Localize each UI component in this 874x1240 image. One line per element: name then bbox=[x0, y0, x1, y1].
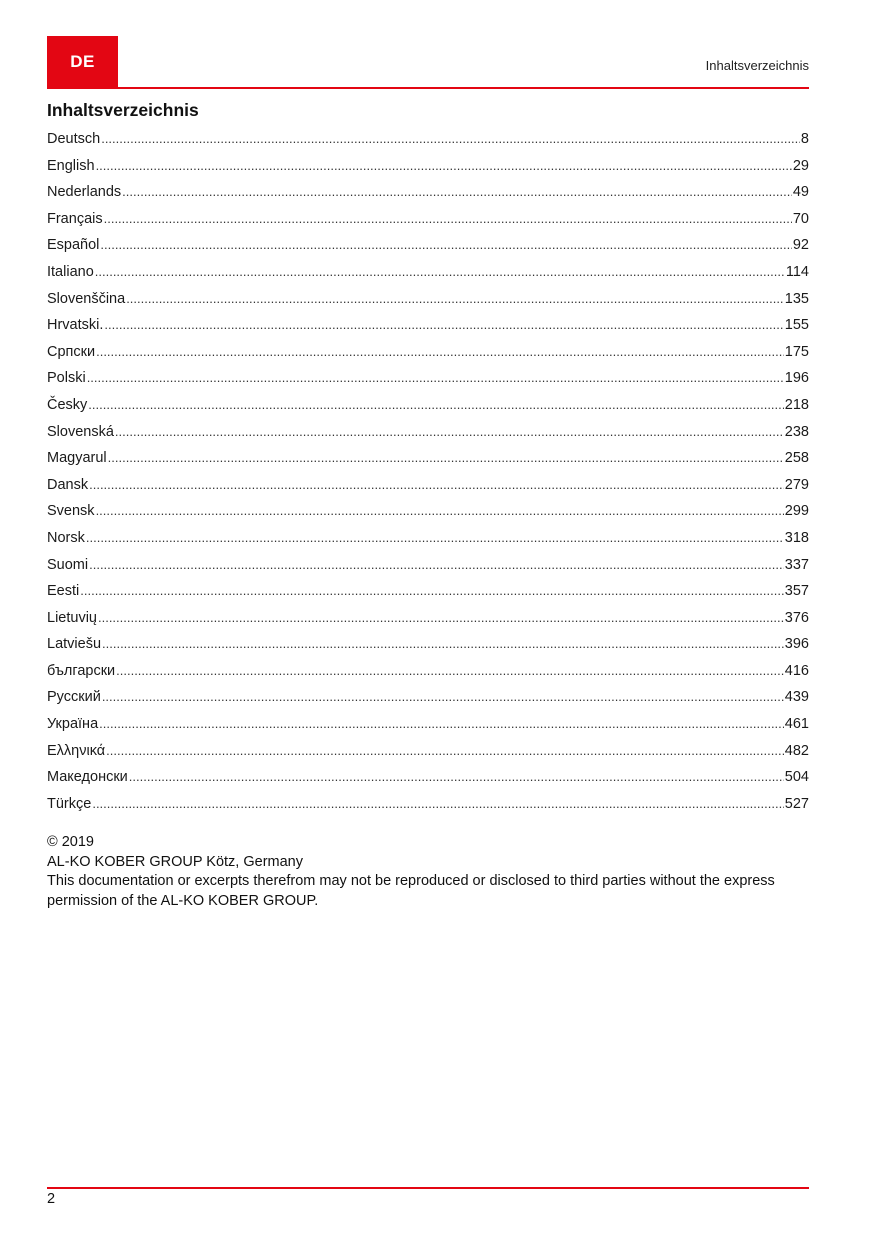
reproduction-notice: This documentation or excerpts therefrom may not be reproduced or disclosed to third parties without the express permission of the AL-KO KOBER GROUP. bbox=[47, 873, 775, 909]
toc-entry[interactable] bbox=[47, 578, 809, 605]
toc-entry-label: Српски bbox=[47, 343, 96, 360]
toc-entry[interactable] bbox=[47, 419, 809, 446]
toc-dot-leader bbox=[80, 578, 784, 605]
toc-entry[interactable] bbox=[47, 738, 809, 765]
toc-entry-label: Nederlands bbox=[47, 184, 122, 201]
toc-entry-label: English bbox=[47, 157, 95, 174]
toc-entry-page: 482 bbox=[784, 742, 809, 759]
toc-dot-leader bbox=[116, 658, 784, 685]
toc-entry[interactable] bbox=[47, 552, 809, 579]
toc-entry[interactable] bbox=[47, 312, 809, 339]
toc-entry[interactable] bbox=[47, 126, 809, 153]
toc-dot-leader bbox=[89, 472, 784, 499]
toc-entry-page: 527 bbox=[784, 795, 809, 812]
toc-entry-label: Dansk bbox=[47, 476, 89, 493]
toc-entry-page: 70 bbox=[792, 210, 809, 227]
toc-entry-page: 396 bbox=[784, 636, 809, 653]
toc-entry-page: 114 bbox=[785, 263, 809, 280]
toc-dot-leader bbox=[98, 605, 784, 632]
toc-entry[interactable] bbox=[47, 286, 809, 313]
toc-dot-leader bbox=[96, 498, 784, 525]
company-line: AL-KO KOBER GROUP Kötz, Germany bbox=[47, 853, 303, 870]
toc-entry-page: 238 bbox=[784, 423, 809, 440]
toc-entry[interactable] bbox=[47, 179, 809, 206]
toc-entry-label: Français bbox=[47, 210, 103, 227]
toc-entry-label: Norsk bbox=[47, 529, 85, 546]
toc-entry-label: Русский bbox=[47, 689, 101, 706]
language-code: DE bbox=[70, 51, 95, 71]
toc-dot-leader bbox=[102, 631, 784, 658]
toc-entry-page: 29 bbox=[792, 157, 809, 174]
toc-entry-label: Lietuvių bbox=[47, 609, 97, 626]
toc-entry-label: Ελληνικά bbox=[47, 742, 106, 759]
toc-entry-page: 92 bbox=[792, 237, 809, 254]
toc-dot-leader bbox=[96, 153, 792, 180]
toc-entry-page: 279 bbox=[784, 476, 809, 493]
toc-entry-label: Magyarul bbox=[47, 450, 107, 467]
toc-dot-leader bbox=[102, 684, 784, 711]
language-tab bbox=[47, 36, 118, 87]
toc-entry-label: Slovenščina bbox=[47, 290, 126, 307]
toc-entry[interactable] bbox=[47, 232, 809, 259]
toc-entry-page: 155 bbox=[784, 317, 809, 334]
toc-dot-leader bbox=[92, 791, 783, 818]
toc-dot-leader bbox=[115, 419, 784, 446]
toc-entry[interactable] bbox=[47, 259, 809, 286]
toc-entry-label: Україна bbox=[47, 716, 99, 733]
toc-dot-leader bbox=[106, 738, 784, 765]
toc-entry-page: 439 bbox=[784, 689, 809, 706]
toc-dot-leader bbox=[87, 365, 784, 392]
toc-entry[interactable] bbox=[47, 153, 809, 180]
toc-entry-page: 318 bbox=[784, 529, 809, 546]
toc-dot-leader bbox=[99, 711, 784, 738]
toc-entry[interactable] bbox=[47, 658, 809, 685]
toc-dot-leader bbox=[104, 312, 783, 339]
toc-dot-leader bbox=[100, 232, 791, 259]
toc-entry-label: Slovenská bbox=[47, 423, 114, 440]
toc-entry[interactable] bbox=[47, 525, 809, 552]
toc-entry-label: Türkçe bbox=[47, 795, 92, 812]
table-of-contents bbox=[47, 126, 809, 817]
toc-entry-page: 8 bbox=[800, 131, 809, 147]
toc-entry-page: 357 bbox=[784, 583, 809, 600]
toc-entry-label: Македонски bbox=[47, 769, 128, 786]
toc-entry[interactable] bbox=[47, 206, 809, 233]
toc-entry-page: 218 bbox=[784, 396, 809, 413]
legal-notice bbox=[47, 833, 809, 911]
toc-entry-label: Eesti bbox=[47, 583, 80, 600]
toc-dot-leader bbox=[95, 259, 785, 286]
toc-entry[interactable] bbox=[47, 498, 809, 525]
toc-entry-page: 49 bbox=[792, 184, 809, 201]
toc-heading: Inhaltsverzeichnis bbox=[47, 100, 199, 120]
toc-entry-page: 461 bbox=[784, 716, 809, 733]
toc-entry[interactable] bbox=[47, 791, 809, 818]
toc-entry-label: Deutsch bbox=[47, 131, 101, 147]
copyright-line: © 2019 bbox=[47, 834, 94, 850]
toc-entry[interactable] bbox=[47, 711, 809, 738]
page-number: 2 bbox=[47, 1191, 56, 1207]
toc-entry[interactable] bbox=[47, 365, 809, 392]
toc-dot-leader bbox=[101, 126, 800, 153]
toc-entry-page: 337 bbox=[784, 556, 809, 573]
toc-entry[interactable] bbox=[47, 764, 809, 791]
toc-dot-leader bbox=[86, 525, 784, 552]
toc-entry-page: 135 bbox=[784, 290, 809, 307]
toc-entry[interactable] bbox=[47, 339, 809, 366]
toc-dot-leader bbox=[108, 445, 784, 472]
toc-entry-label: Svensk bbox=[47, 503, 95, 520]
toc-entry-page: 258 bbox=[784, 450, 809, 467]
toc-entry-label: Česky bbox=[47, 396, 88, 413]
footer-divider bbox=[47, 1187, 809, 1189]
toc-entry-label: Suomi bbox=[47, 556, 89, 573]
toc-dot-leader bbox=[126, 286, 784, 313]
toc-entry-label: български bbox=[47, 662, 116, 679]
toc-entry-page: 376 bbox=[784, 609, 809, 626]
toc-dot-leader bbox=[129, 764, 784, 791]
toc-entry[interactable] bbox=[47, 684, 809, 711]
toc-dot-leader bbox=[89, 552, 784, 579]
toc-dot-leader bbox=[96, 339, 784, 366]
toc-entry[interactable] bbox=[47, 472, 809, 499]
toc-dot-leader bbox=[88, 392, 784, 419]
toc-entry-page: 196 bbox=[784, 370, 809, 387]
toc-entry[interactable] bbox=[47, 631, 809, 658]
toc-dot-leader bbox=[104, 206, 792, 233]
toc-entry-label: Italiano bbox=[47, 263, 94, 280]
toc-entry[interactable] bbox=[47, 605, 809, 632]
toc-entry-label: Hrvatski. bbox=[47, 317, 104, 334]
toc-dot-leader bbox=[122, 179, 792, 206]
toc-entry-page: 175 bbox=[784, 343, 809, 360]
toc-entry-label: Español bbox=[47, 237, 100, 254]
toc-entry-page: 299 bbox=[784, 503, 809, 520]
toc-entry-page: 504 bbox=[784, 769, 809, 786]
running-header-title: Inhaltsverzeichnis bbox=[705, 58, 809, 73]
toc-entry[interactable] bbox=[47, 392, 809, 419]
toc-entry-label: Latviešu bbox=[47, 636, 102, 653]
toc-entry-label: Polski bbox=[47, 370, 86, 387]
toc-entry[interactable] bbox=[47, 445, 809, 472]
toc-entry-page: 416 bbox=[784, 662, 809, 679]
header-divider bbox=[47, 87, 809, 89]
